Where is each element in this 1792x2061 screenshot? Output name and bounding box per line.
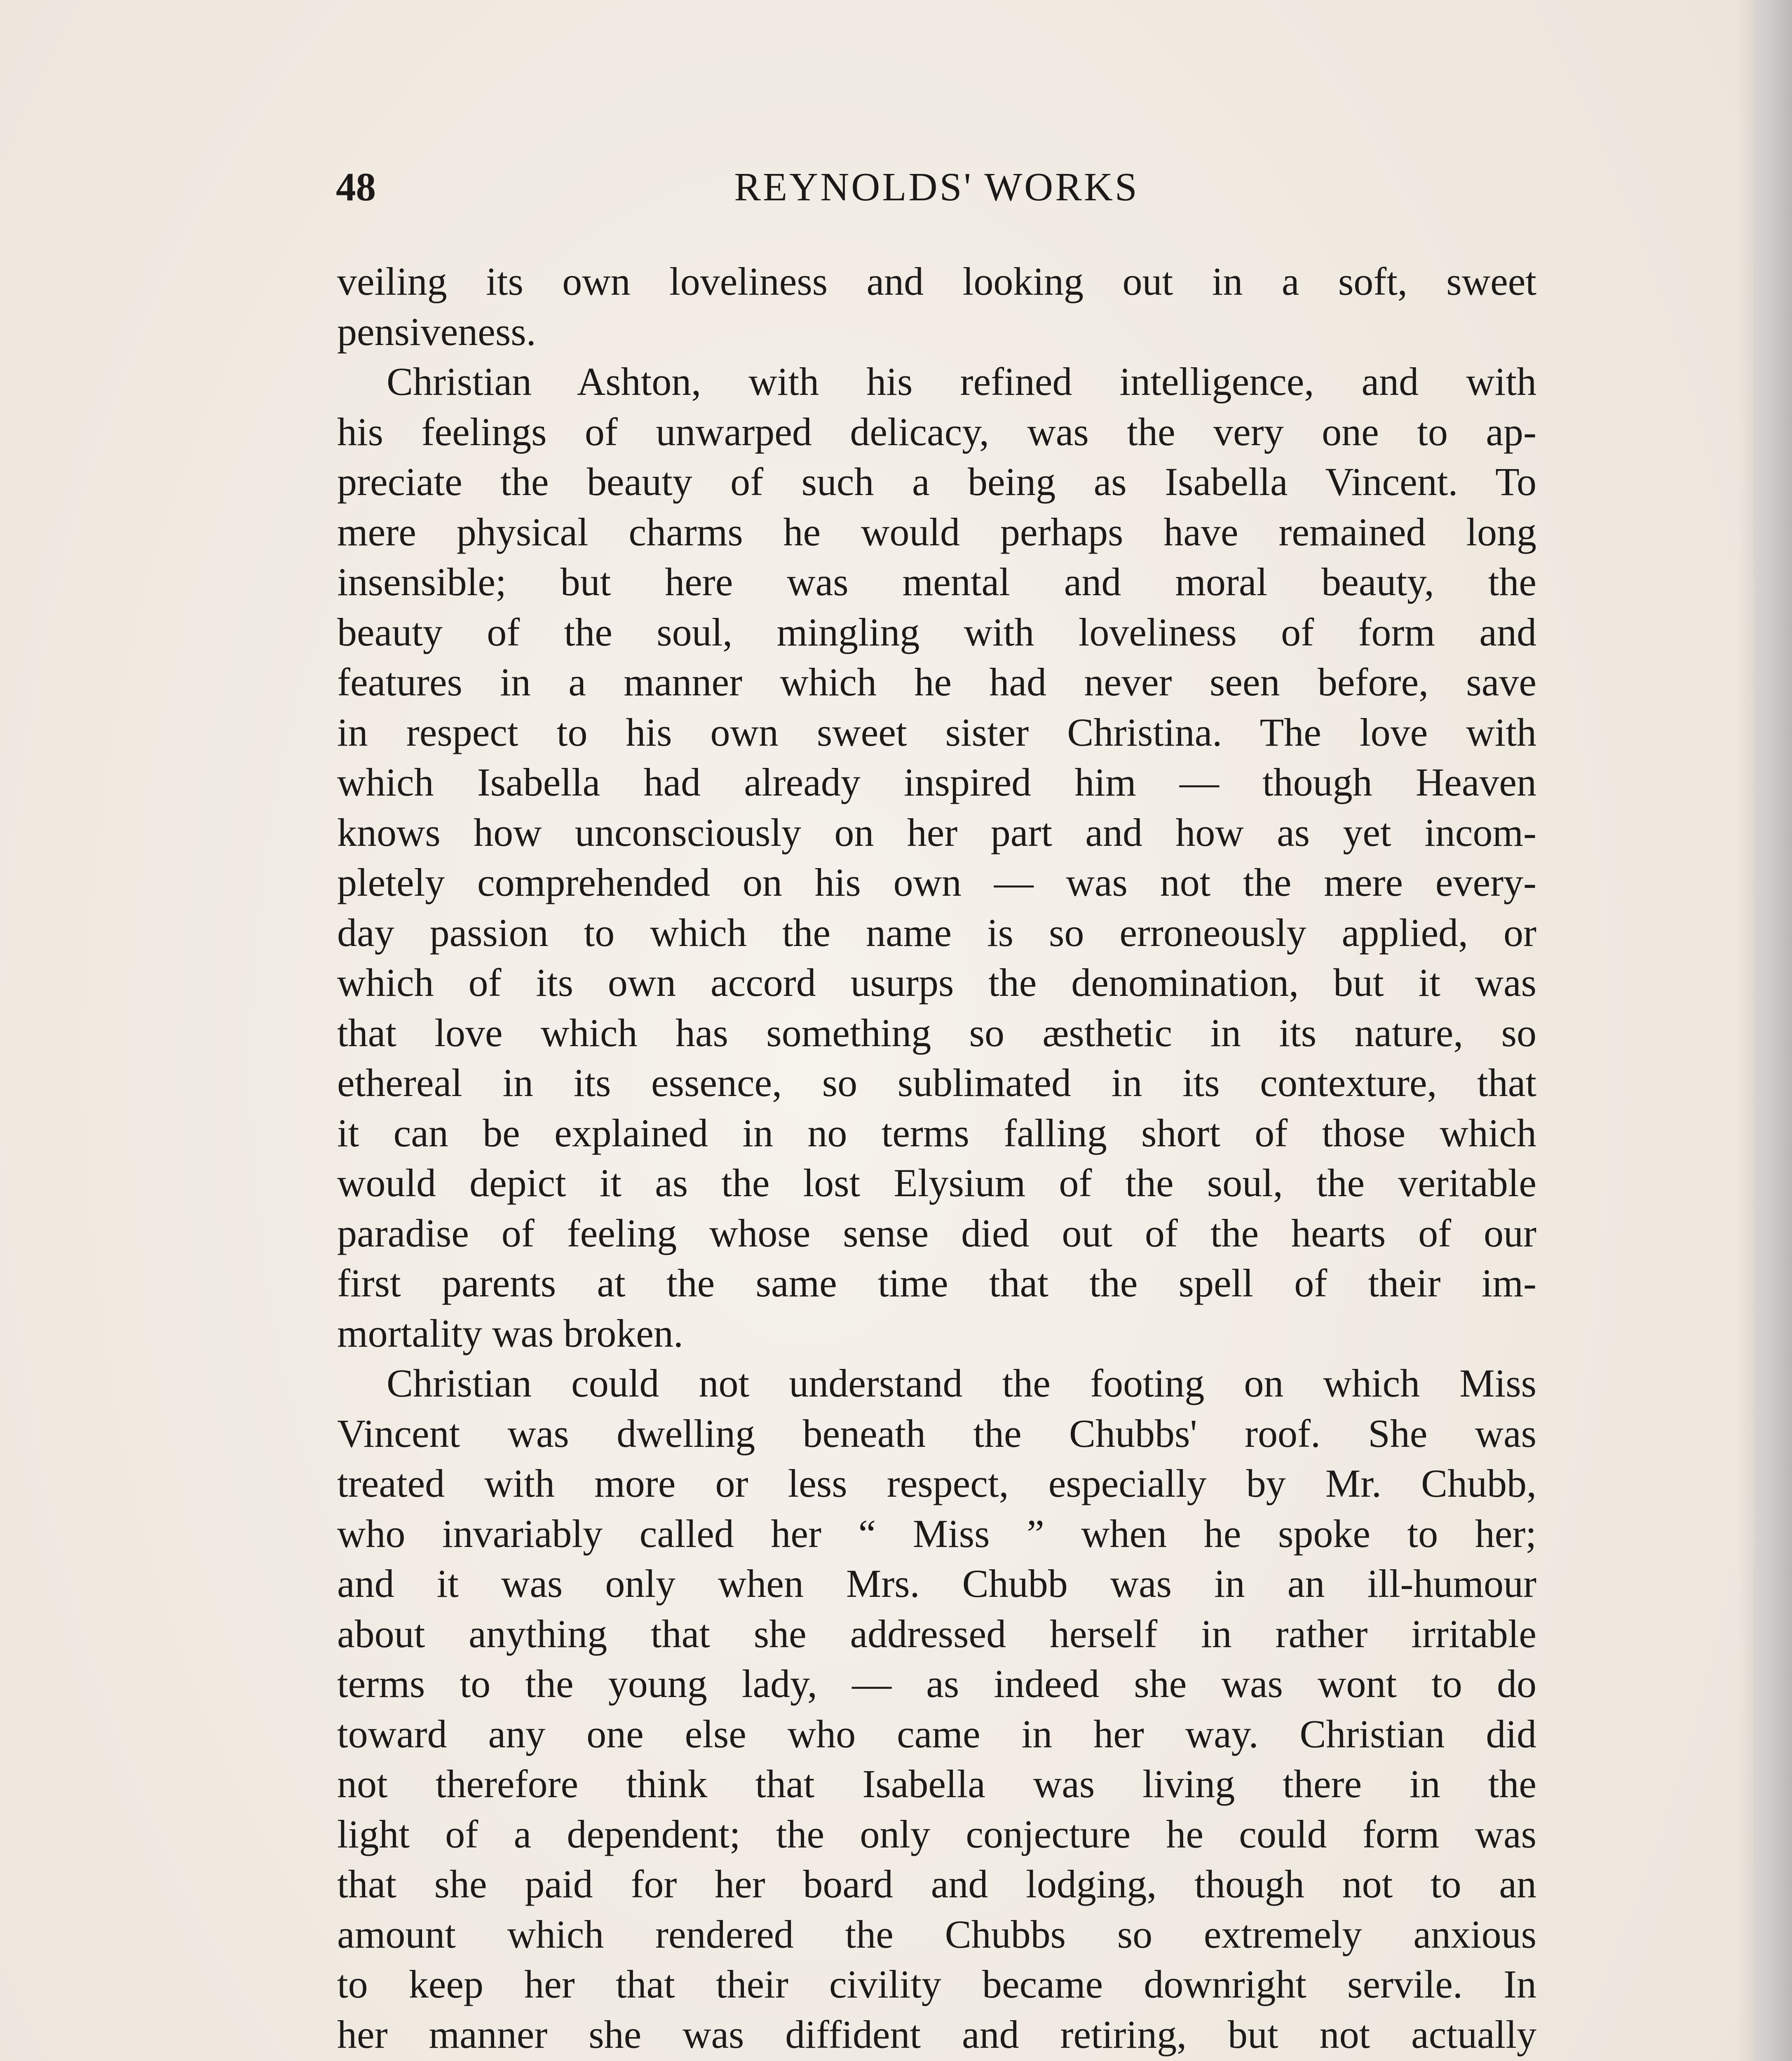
text-line: terms to the young lady, — as indeed she was wont to do [337,1662,1536,1706]
text-line: features in a manner which he had never seen before, save [337,660,1536,704]
page-gutter-shadow [1738,0,1754,2061]
text-line: toward any one else who came in her way. Christian did [337,1711,1536,1756]
text-line: mere physical charms he would perhaps have remained long [337,509,1536,554]
text-line: ethereal in its essence, so sublimated in its contexture, that [337,1061,1536,1105]
text-line: her manner she was diffident and retiring, but not actually [337,2012,1536,2056]
text-line: in respect to his own sweet sister Christina. The love with [337,710,1536,754]
text-line: treated with more or less respect, especially by Mr. Chubb, [337,1461,1536,1505]
text-line: to keep her that their civility became downright servile. In [337,1962,1536,2006]
text-line: mortality was broken. [337,1311,683,1355]
text-line: his feelings of unwarped delicacy, was the very one to ap- [337,409,1536,454]
text-line: which of its own accord usurps the denomination, but it was [337,960,1536,1005]
text-line: which Isabella had already inspired him — though Heaven [337,760,1536,804]
text-line: preciate the beauty of such a being as Isabella Vincent. To [337,460,1536,504]
text-line: veiling its own loveliness and looking out in a soft, sweet [337,259,1536,303]
text-line: day passion to which the name is so erroneously applied, or [337,910,1536,955]
text-line: who invariably called her “ Miss ” when he spoke to her; [337,1511,1536,1556]
page-header [336,164,1537,218]
text-line: Christian could not understand the footing on which Miss [387,1361,1536,1405]
text-line [337,2059,1536,2061]
text-line: knows how unconsciously on her part and how as yet incom- [337,810,1536,854]
text-line: and it was only when Mrs. Chubb was in an ill-humour [337,1561,1536,1606]
page-number: 48 [336,165,376,209]
text-line: insensible; but here was mental and moral beauty, the [337,560,1536,604]
text-line: amount which rendered the Chubbs so extremely anxious [337,1912,1536,1956]
text-line: Vincent was dwelling beneath the Chubbs' roof. She was [337,1411,1536,1455]
text-line: about anything that she addressed herself in rather irritable [337,1611,1536,1656]
text-line: it can be explained in no terms falling short of those which [337,1110,1536,1155]
text-line: that love which has something so æsthetic in its nature, so [337,1010,1536,1055]
text-line: that she paid for her board and lodging, though not to an [337,1862,1536,1906]
text-line: beauty of the soul, mingling with loveliness of form and [337,610,1536,654]
running-title: REYNOLDS' WORKS [734,165,1139,209]
text-line: light of a dependent; the only conjecture he could form was [337,1812,1536,1856]
text-line: pensiveness. [337,309,536,354]
text-line: paradise of feeling whose sense died out of the hearts of our [337,1211,1536,1255]
text-line: not therefore think that Isabella was living there in the [337,1762,1536,1806]
page-edge [1754,0,1792,2061]
text-line: would depict it as the lost Elysium of the soul, the veritable [337,1161,1536,1205]
body-text [337,256,1536,2061]
text-line: pletely comprehended on his own — was not the mere every- [337,860,1536,904]
text-line: Christian Ashton, with his refined intelligence, and with [387,359,1536,404]
text-line: first parents at the same time that the spell of their im- [337,1261,1536,1305]
